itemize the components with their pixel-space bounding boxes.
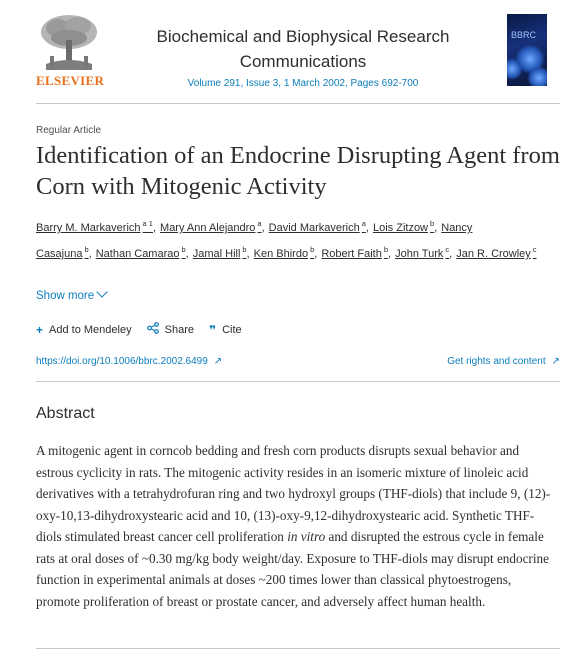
author-name: David Markaverich [268, 222, 360, 234]
external-link-icon: ↗ [213, 356, 223, 367]
author-link[interactable] [321, 245, 389, 260]
journal-title-line2[interactable]: Communications [239, 52, 367, 71]
author-affiliation: b [181, 245, 186, 254]
author-name: Nancy Casajuna [36, 222, 473, 260]
rights-link[interactable] [447, 356, 560, 367]
external-link-icon: ↗ [551, 356, 560, 367]
author-name: John Turk [395, 248, 444, 260]
abstract-part1: A mitogenic agent in corncob bedding and fresh corn products disrupts sexual behavior and estrous cyclicity in rats. The mitogenic activity resides in an isomeric mixture of linoleic acid derivatives with a tetrahydrofuran ring and two hydroxyl groups (THF-diols) that include 9, (12)-oxy-10,13-dihydroxystearic acid and 10, (13)-oxy-9,12-dihydroxystearic acid. Synthetic THF-diols stimulated breast cancer cell proliferation [36, 443, 551, 544]
article-title: Identification of an Endocrine Disrupting Agent from Corn with Mitogenic Activity [36, 142, 560, 200]
article-actions [36, 322, 254, 337]
journal-header [0, 0, 582, 100]
author-link[interactable] [192, 245, 247, 260]
author-link[interactable] [268, 219, 366, 234]
plus-icon: + [36, 323, 44, 337]
author-affiliation: a [361, 219, 366, 228]
author-link[interactable] [36, 219, 153, 234]
abstract-italic: in vitro [287, 529, 326, 544]
show-more-label: Show more [36, 290, 95, 302]
journal-title[interactable] [116, 24, 490, 74]
journal-title-line1[interactable]: Biochemical and Biophysical Research [156, 27, 450, 46]
volume-info-link[interactable]: Volume 291, Issue 3, 1 March 2002, Pages 692-700 [187, 78, 419, 89]
cover-text: BBRC [511, 30, 537, 40]
author-link[interactable] [160, 219, 262, 234]
header-divider [36, 103, 560, 104]
show-more-button[interactable] [36, 290, 106, 302]
doi-link[interactable] [36, 356, 222, 367]
abstract-divider [36, 381, 560, 382]
author-name: Robert Faith [321, 248, 382, 260]
author-link[interactable] [395, 245, 450, 260]
cite-label: Cite [222, 324, 242, 336]
add-to-mendeley-label: Add to Mendeley [49, 324, 132, 336]
author-name: Ken Bhirdo [253, 248, 309, 260]
article-type: Regular Article [36, 125, 102, 136]
author-affiliation: a [257, 219, 262, 228]
author-name: Barry M. Markaverich [36, 222, 141, 234]
author-link[interactable] [253, 245, 315, 260]
rights-text: Get rights and content [447, 356, 546, 367]
add-to-mendeley-button[interactable] [36, 323, 132, 337]
author-name: Mary Ann Alejandro [160, 222, 256, 234]
author-affiliation: c [532, 245, 537, 254]
author-affiliation: a 1 [142, 219, 153, 228]
abstract-part2: and disrupted the estrous cycle in female rats at oral doses of ~0.30 mg/kg body weight/day. Exposure to THF-diols may disrupt endocrine function in experimental animals at doses ~200 times lower than classical phytoestrogens, promote proliferation of breast or prostate cancer, and adversely affect human health. [36, 529, 549, 609]
journal-cover-image[interactable] [507, 14, 547, 86]
author-affiliation: b [430, 219, 435, 228]
author-affiliation: c [445, 245, 450, 254]
author-affiliation: b [383, 245, 389, 254]
footer-divider [36, 648, 560, 649]
author-link[interactable] [95, 245, 186, 260]
abstract-text [36, 440, 556, 612]
author-name: Jamal Hill [192, 248, 241, 260]
author-link[interactable] [372, 219, 435, 234]
share-icon [147, 322, 159, 337]
author-list: Barry M. Markaverich $^{a 1}$, Mary Ann Alejandro $^a$, David Markaverich $^a$, Lois Zitzow $^b$, Nancy Casajuna $^b$, Nathan Camarao $^b$, Jamal Hill $^b$, Ken Bhirdo $^b$, Robert Faith $^b$, John Turk $^c$, Jan R. Crowley $^c$ [36, 219, 537, 260]
cite-button[interactable] [209, 323, 242, 337]
doi-text: https://doi.org/10.1006/bbrc.2002.6499 [36, 356, 208, 367]
chevron-down-icon [97, 286, 108, 297]
author-affiliation: b [310, 245, 315, 254]
quote-icon: ❞ [209, 323, 217, 337]
author-name: Lois Zitzow [372, 222, 429, 234]
author-affiliation: b [84, 245, 89, 254]
share-label: Share [164, 323, 194, 336]
publisher-name: ELSEVIER [36, 73, 105, 88]
author-affiliation: b [242, 245, 247, 254]
author-link[interactable] [456, 245, 537, 260]
share-button[interactable] [147, 322, 194, 337]
author-name: Nathan Camarao [95, 248, 180, 260]
abstract-heading: Abstract [36, 405, 95, 422]
author-name: Jan R. Crowley [456, 248, 531, 260]
